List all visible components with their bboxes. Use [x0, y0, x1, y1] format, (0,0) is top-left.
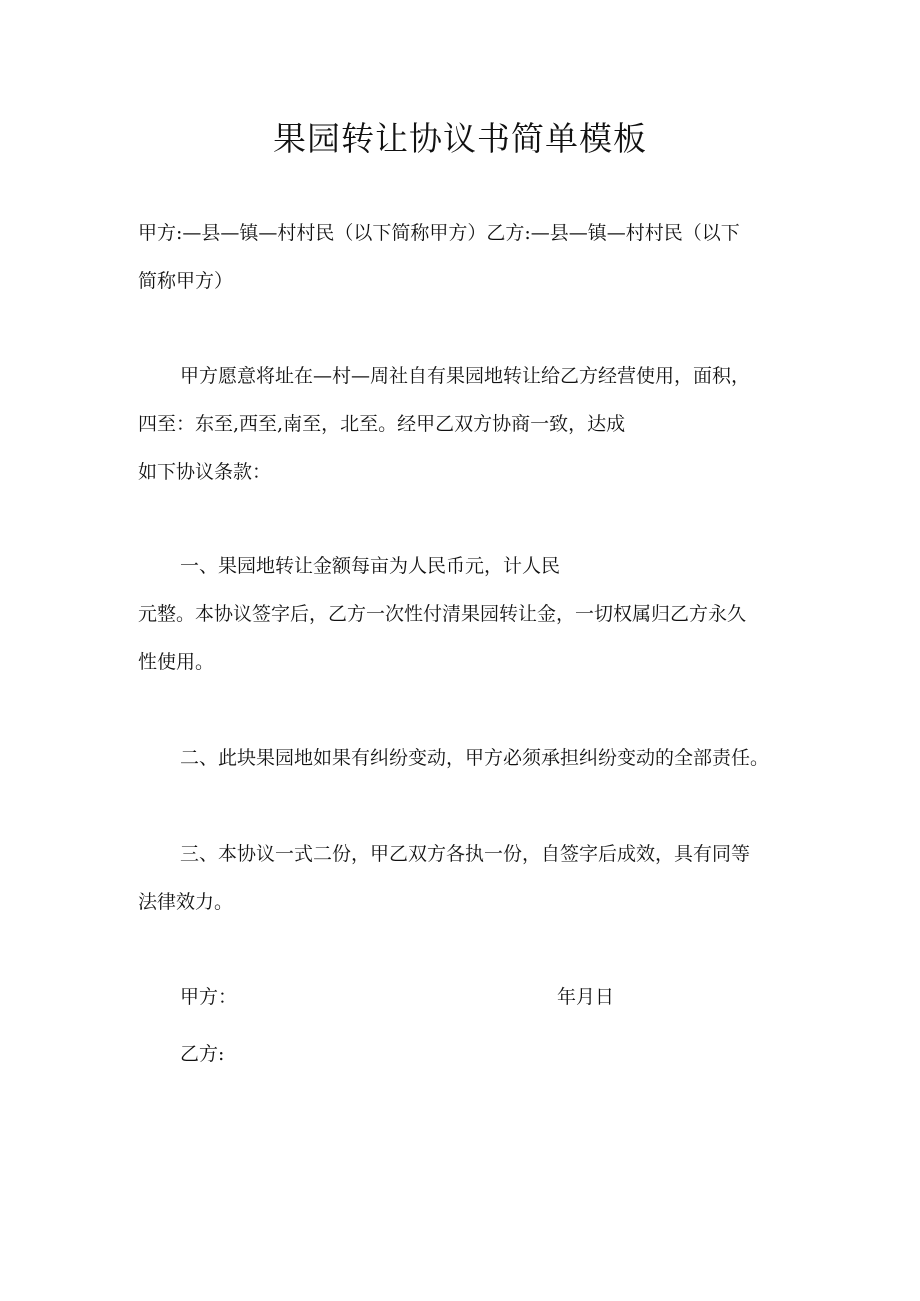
document-title: 果园转让协议书简单模板 [273, 119, 647, 158]
intro-line-2: 四至：东至,西至,南至，北至。经甲乙双方协商一致，达成 [138, 413, 626, 435]
intro-line-1: 甲方愿意将址在—村—周社自有果园地转让给乙方经营使用，面积， [180, 365, 751, 387]
signature-date: 年月日 [557, 986, 615, 1008]
intro-line-3: 如下协议条款： [138, 461, 272, 483]
clause-1-line-2: 元整。本协议签字后，乙方一次性付清果园转让金，一切权属归乙方永久 [138, 603, 747, 625]
signature-party-b: 乙方: [180, 1043, 225, 1065]
parties-line-1: 甲方:—县—镇—村村民（以下简称甲方）乙方:—县—镇—村村民（以下 [138, 222, 740, 244]
clause-2-line-1: 二、此块果园地如果有纠纷变动，甲方必须承担纠纷变动的全部责任。 [180, 747, 770, 769]
clause-1-line-1: 一、果园地转让金额每亩为人民币元，计人民 [180, 555, 561, 577]
clause-3-line-1: 三、本协议一式二份，甲乙双方各执一份，自签字后成效，具有同等 [180, 843, 751, 865]
parties-line-2: 简称甲方） [138, 270, 234, 292]
signature-party-a: 甲方： [180, 986, 238, 1008]
clause-3-line-2: 法律效力。 [138, 891, 234, 913]
clause-1-line-3: 性使用。 [138, 651, 215, 673]
